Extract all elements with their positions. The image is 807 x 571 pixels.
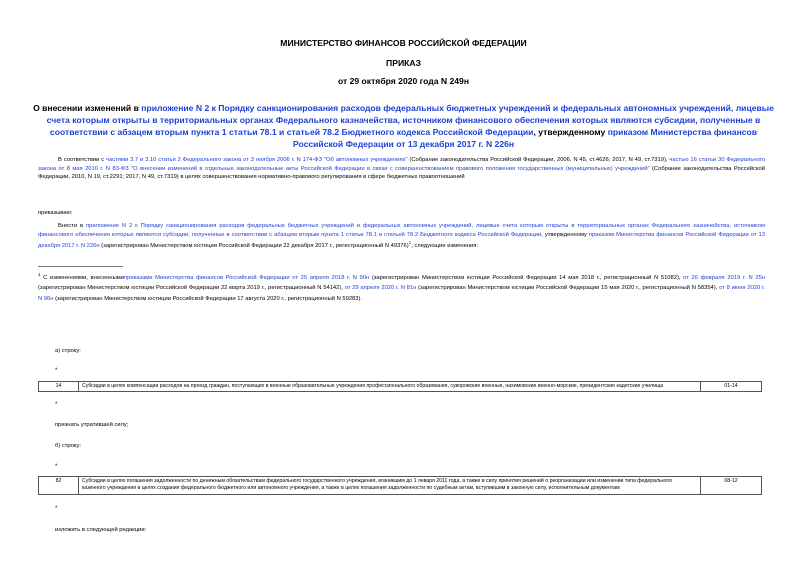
order-link-226n[interactable]: приказом Министерства финансов Российской Федерации от 13 декабря 2017 г. N 226н: [38, 231, 765, 250]
table-row: [38, 381, 762, 392]
item-a-label: а) строку:: [55, 348, 81, 354]
footnote-ref[interactable]: 1: [408, 240, 412, 246]
footnote-separator: [38, 266, 123, 267]
row-code: 01-14: [701, 382, 762, 392]
footnote-mark: 1: [38, 272, 41, 277]
footnote-link-25n[interactable]: от 26 февраля 2019 г. N 25н: [683, 274, 765, 281]
preamble-text: (Собрание законодательства Российской Федерации, 2010, N 19, ст.2291; 2017, N 49, ст.7319) в целях совершенствования нормативно-правового регулирования в сфере бюджетных правоотношений: [38, 165, 765, 181]
preamble-paragraph: [38, 156, 765, 182]
order-text: , следующие изменения:: [411, 243, 478, 250]
footnote-text: (зарегистрирован Министерством юстиции Российской Федерации 22 марта 2019 г., регистрационный N 54142),: [38, 285, 345, 292]
table-row: [38, 476, 762, 495]
title-text: О внесении изменений в: [33, 103, 142, 113]
footnote-text: (зарегистрирован Министерством юстиции Российской Федерации 15 мая 2020 г., регистрационный N 58354),: [416, 285, 720, 292]
footnote: [38, 270, 765, 304]
preamble-text: (Собрание законодательства Российской Федерации, 2006, N 45, ст.4626; 2017, N 49, ст.7319),: [407, 157, 670, 163]
footnote-text: С изменениями, внесенными: [40, 274, 124, 281]
order-text: , утвержденному: [541, 231, 589, 238]
preamble-link-83fz[interactable]: частью 16 статьи 30 Федерального закона от 8 мая 2010 г. N 83-ФЗ "О внесении изменений в отдельные законодательные акты Российской Федерации в связи с совершенствованием правового положения государственных (муниципальных) учреждений": [38, 157, 765, 172]
ministry-heading: МИНИСТЕРСТВО ФИНАНСОВ РОССИЙСКОЙ ФЕДЕРАЦИИ: [280, 38, 527, 48]
title-link-order[interactable]: приказом Министерства финансов Российской Федерации от 13 декабря 2017 г. N 226н: [292, 127, 758, 149]
document-title: [30, 102, 777, 150]
title-text: , утвержденному: [533, 127, 608, 137]
footnote-link-96n[interactable]: от 8 июня 2020 г. N 96н: [38, 285, 765, 302]
order-word: приказываю:: [38, 210, 73, 216]
item-b-label: б) строку:: [55, 443, 81, 449]
order-paragraph: [38, 222, 765, 251]
row-description: Субсидии в целях погашения задолженности по денежным обязательствам федерального государственного учреждения, возникшим до 1 января 2011 года, а также в силу принятия решений о реорганизации или изменении типа федерального казенного учреждения в целях создания федерального бюджетного или автономного учреждения, а также в целях погашения задолженности по судебным актам, вступившим в законную силу, исполнительным документам: [79, 477, 701, 495]
asterisk: *: [55, 368, 58, 374]
footnote-text: (зарегистрирован Министерством юстиции Российской Федерации 14 мая 2018 г., регистрационный N 51082),: [369, 274, 684, 281]
footnote-link-90n[interactable]: приказами Министерства финансов Российской Федерации от 25 апреля 2018 г. N 90н: [123, 274, 370, 281]
asterisk: *: [55, 506, 58, 512]
title-link-appendix[interactable]: приложение N 2 к Порядку санкционирования расходов федеральных бюджетных учреждений и федеральных автономных учреждений, лицевые счета которым открыты в территориальных органах Федерального казначейства, источником финансового обеспечения которых являются субсидии, полученные в соответствии с абзацем вторым пункта 1 статьи 78.1 и статьей 78.2 Бюджетного кодекса Российской Федерации: [46, 103, 774, 137]
preamble-text: В соответствии с: [58, 157, 107, 163]
recognize-invalid-text: признать утратившей силу;: [55, 422, 129, 428]
order-text: Внести в: [58, 223, 86, 229]
footnote-link-81n[interactable]: от 29 апреля 2020 г. N 81н: [344, 285, 417, 292]
row-number: 82: [39, 477, 79, 495]
preamble-link-174fz[interactable]: частями 3.7 и 3.10 статьи 2 Федерального закона от 3 ноября 2006 г. N 174-ФЗ "Об автономных учреждениях": [106, 157, 408, 163]
row-number: 14: [39, 382, 79, 392]
doc-type-heading: ПРИКАЗ: [386, 58, 421, 68]
order-text: (зарегистрирован Министерством юстиции Российской Федерации 22 декабря 2017 г., регистрационный N 49376): [99, 243, 409, 250]
asterisk: *: [55, 464, 58, 470]
footnote-text: (зарегистрирован Министерством юстиции Российской Федерации 17 августа 2020 г., регистрационный N 59283).: [53, 295, 363, 302]
asterisk: *: [55, 402, 58, 408]
new-edition-text: изложить в следующей редакции:: [55, 527, 147, 533]
row-description: Субсидии в целях компенсации расходов на проезд граждан, поступающих в военные образовательные учреждения профессионального образования, суворовские военные, нахимовские военно-морские, президентские кадетские училища: [79, 382, 701, 392]
order-link-appendix[interactable]: приложение N 2 к Порядку санкционирования расходов федеральных бюджетных учреждений и федеральных автономных учреждений, лицевые счета которым открыты в территориальных органах Федерального казначейства, источником финансового обеспечения которых являются субсидии, полученные в соответствии с абзацем вторым пункта 1 статьи 78.1 и статьей 78.2 Бюджетного кодекса Российской Федерации: [38, 223, 765, 238]
row-code: 08-12: [701, 477, 762, 495]
date-number-heading: от 29 октября 2020 года N 249н: [337, 76, 470, 86]
